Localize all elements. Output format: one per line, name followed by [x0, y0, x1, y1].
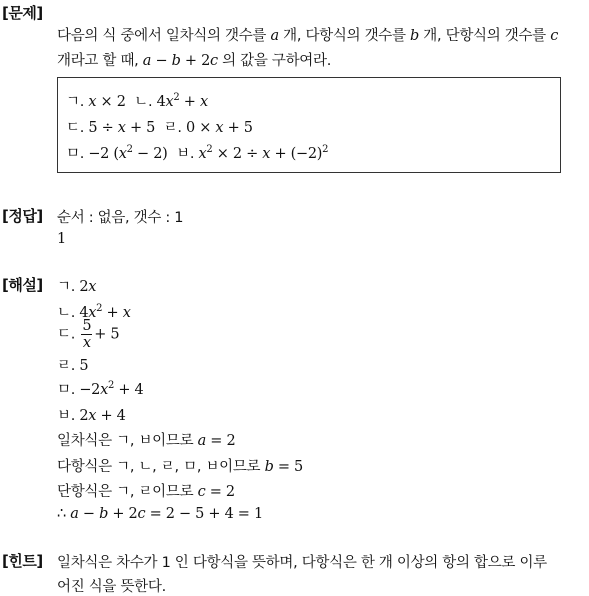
option-row-2: ㄷ. 5 ÷ x + 5 ㄹ. 0 × x + 5: [66, 120, 253, 136]
solution-line-1: ㄱ. 2x: [57, 279, 97, 295]
solution-tag: [해설]: [2, 276, 43, 294]
hint-line-2: 어진 식을 뜻한다.: [57, 579, 166, 595]
problem-line-2: 개라고 할 때, a − b + 2c 의 값을 구하여라.: [57, 53, 332, 69]
solution-line-4: ㄹ. 5: [57, 358, 89, 374]
answer-tag: [정답]: [2, 207, 43, 225]
solution-line-10: ∴ a − b + 2c = 2 − 5 + 4 = 1: [57, 506, 263, 522]
solution-line-3: ㄷ. $\frac{5}{x}$ + 5: [57, 318, 120, 351]
hint-tag: [힌트]: [2, 552, 43, 570]
option-row-3: ㅁ. −2 $(x^2 - 2)$ ㅂ. $x^2 \times 2 \div x + (-2)^2$: [66, 144, 329, 162]
fraction: $\frac{5}{x}$: [82, 318, 92, 351]
solution-line-5: ㅁ. $-2x^2 + 4$: [57, 380, 144, 398]
solution-line-6: ㅂ. 2x + 4: [57, 408, 126, 424]
problem-tag: [문제]: [2, 4, 43, 22]
answer-line-1: 순서 : 없음, 갯수 : 1: [57, 210, 184, 226]
solution-line-8: 다항식은 ㄱ, ㄴ, ㄹ, ㅁ, ㅂ이므로 b = 5: [57, 459, 303, 475]
solution-line-7: 일차식은 ㄱ, ㅂ이므로 a = 2: [57, 433, 236, 449]
answer-line-2: 1: [57, 231, 66, 247]
hint-line-1: 일차식은 차수가 1 인 다항식을 뜻하며, 다항식은 한 개 이상의 항의 합으로 이루: [57, 555, 547, 571]
options-box: [57, 77, 561, 173]
option-row-1: ㄱ. x × 2 ㄴ. $4x^2 + x$: [66, 92, 208, 110]
solution-line-2: ㄴ. $4x^2 + x$: [57, 303, 131, 321]
solution-line-9: 단항식은 ㄱ, ㄹ이므로 c = 2: [57, 484, 235, 500]
problem-line-1: 다음의 식 중에서 일차식의 갯수를 a 개, 다항식의 갯수를 b 개, 단항식의 갯수를 c: [57, 28, 559, 44]
